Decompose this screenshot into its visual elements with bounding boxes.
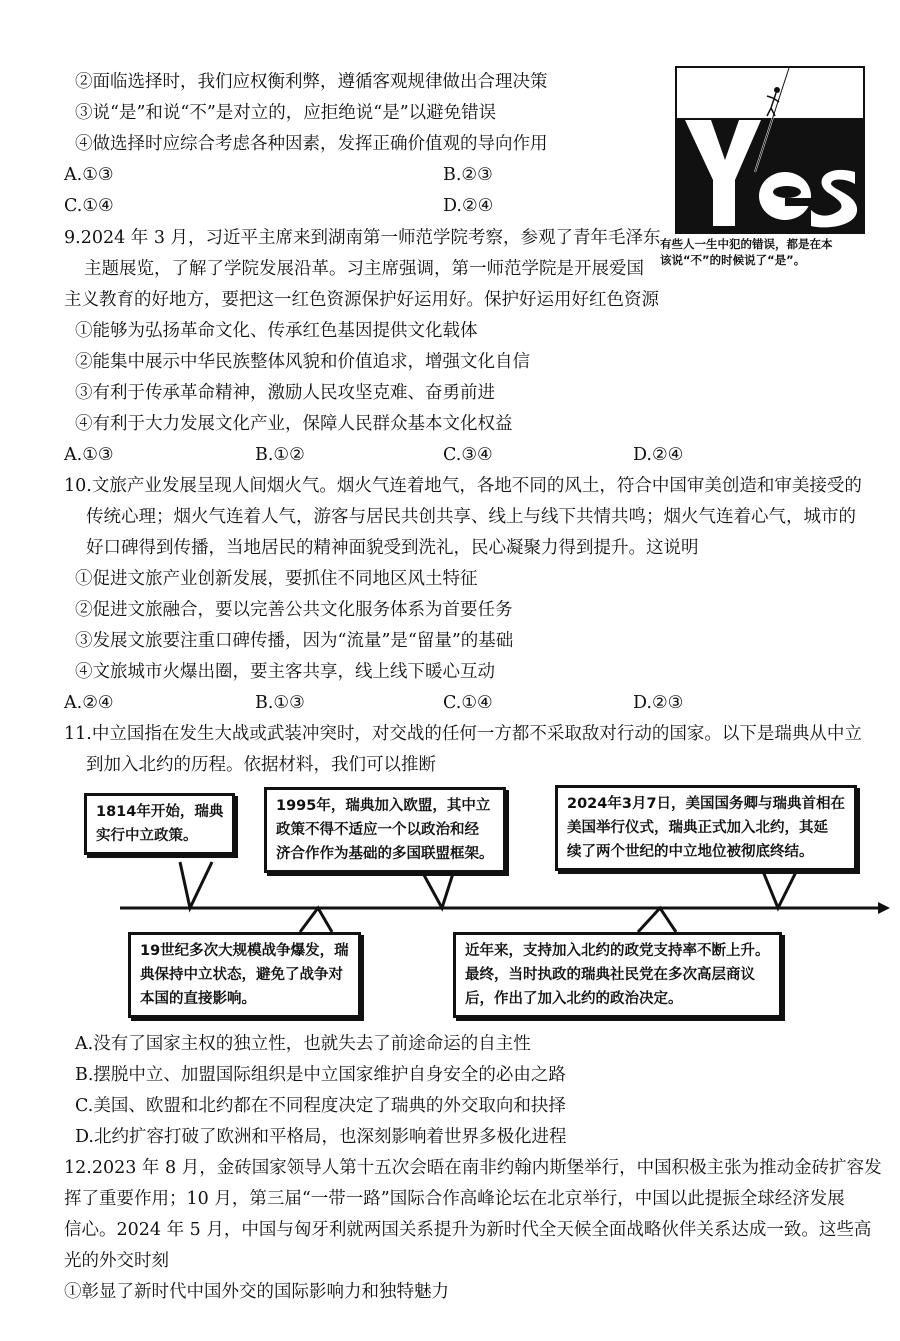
q11-option-c: C.美国、欧盟和北约都在不同程度决定了瑞典的外交取向和抉择	[75, 1096, 566, 1116]
box-recent-line-2: 最终，当时执政的瑞典社民党在多次高层商议	[465, 967, 755, 983]
timeline-box-1814	[84, 793, 235, 855]
box-1995-line-2: 政策不得不适应一个以政治和经	[276, 822, 479, 838]
timeline-arrowhead	[878, 902, 890, 914]
q11-stem-line-1: 11.中立国指在发生大战或武装冲突时，对交战的任何一方都不采取敌对行动的国家。以下是瑞典从中立	[64, 724, 862, 744]
q10-stem-line-3: 好口碑得到传播，当地居民的精神面貌受到洗礼，民心凝聚力得到提升。这说明	[86, 538, 699, 558]
pointer-19th-century	[300, 908, 332, 932]
box-2024-line-1: 2024年3月7日，美国国务卿与瑞典首相在	[567, 796, 846, 812]
q12-stem-line-2: 挥了重要作用；10 月，第三届“一带一路”国际合作高峰论坛在北京举行，中国以此提振全球经济发展	[64, 1189, 845, 1209]
q9-item-4: ④有利于大力发展文化产业，保障人民群众基本文化权益	[75, 414, 513, 434]
box-19th-line-1: 19世纪多次大规模战争爆发，瑞	[140, 943, 349, 959]
pointer-recent-years	[638, 908, 676, 932]
box-19th-line-2: 典保持中立状态，避免了战争对	[140, 967, 343, 983]
cartoon-caption-line-2: 该说“不”的时候说了“是”。	[660, 253, 806, 267]
q11-option-b: B.摆脱中立、加盟国际组织是中立国家维护自身安全的必由之路	[75, 1065, 566, 1085]
q9-option-d: D.②④	[633, 445, 684, 465]
q10-item-2: ②促进文旅融合，要以完善公共文化服务体系为首要任务	[75, 600, 513, 620]
q8-option-a: A.①③	[64, 165, 114, 185]
q12-stem-line-4: 光的外交时刻	[64, 1251, 169, 1271]
q11-option-d: D.北约扩容打破了欧洲和平格局，也深刻影响着世界多极化进程	[75, 1127, 567, 1147]
q8-item-2: ②面临选择时，我们应权衡利弊，遵循客观规律做出合理决策	[75, 72, 548, 92]
timeline-box-1995	[264, 787, 506, 873]
box-2024-line-2: 美国举行仪式，瑞典正式加入北约，其延	[567, 820, 828, 836]
q11-stem-line-2: 到加入北约的历程。依据材料，我们可以推断	[86, 755, 436, 775]
q10-item-4: ④文旅城市火爆出圈，要主客共享，线上线下暖心互动	[75, 662, 495, 682]
box-recent-line-1: 近年来，支持加入北约的政党支持率不断上升。	[465, 943, 770, 959]
q9-item-2: ②能集中展示中华民族整体风貌和价值追求，增强文化自信	[75, 352, 530, 372]
q10-stem-line-1: 10.文旅产业发展呈现人间烟火气。烟火气连着地气，各地不同的风土，符合中国审美创造和审美接受的	[64, 476, 862, 496]
pointer-1814	[180, 862, 212, 908]
q12-stem-line-3: 信心。2024 年 5 月，中国与匈牙利就两国关系提升为新时代全天候全面战略伙伴关系达成一致。这些高	[64, 1220, 872, 1240]
q10-item-1: ①促进文旅产业创新发展，要抓住不同地区风土特征	[75, 569, 478, 589]
yes-cartoon	[675, 66, 865, 234]
q10-option-c: C.①④	[443, 693, 493, 713]
q11-option-a: A.没有了国家主权的独立性，也就失去了前途命运的自主性	[75, 1034, 531, 1054]
timeline-box-recent-years	[453, 932, 782, 1018]
q9-option-a: A.①③	[64, 445, 114, 465]
box-1995-line-1: 1995年，瑞典加入欧盟，其中立	[276, 798, 491, 814]
box-1814-line-2: 实行中立政策。	[96, 828, 198, 844]
box-1995-line-3: 济合作作为基础的多国联盟框架。	[276, 846, 494, 862]
timeline-box-19th-century	[128, 932, 361, 1018]
q8-item-3: ③说“是”和说“不”是对立的，应拒绝说“是”以避免错误	[75, 103, 497, 123]
box-2024-line-3: 续了两个世纪的中立地位被彻底终结。	[567, 844, 814, 860]
q10-option-b: B.①③	[255, 693, 305, 713]
q9-stem-line-1: 9.2024 年 3 月，习近平主席来到湖南第一师范学院考察，参观了青年毛泽东	[64, 228, 661, 248]
box-recent-line-3: 后，作出了加入北约的政治决定。	[465, 991, 683, 1007]
q8-option-d: D.②④	[443, 196, 494, 216]
yes-cartoon-drawing	[677, 68, 863, 232]
q9-item-3: ③有利于传承革命精神，激励人民攻坚克难、奋勇前进	[75, 383, 495, 403]
q10-item-3: ③发展文旅要注重口碑传播，因为“流量”是“留量”的基础	[75, 631, 514, 651]
q12-item-1: ①彰显了新时代中国外交的国际影响力和独特魅力	[64, 1282, 449, 1302]
cartoon-caption	[660, 236, 890, 268]
q9-option-b: B.①②	[255, 445, 305, 465]
q10-option-d: D.②③	[633, 693, 684, 713]
q9-stem-line-2: 主题展览，了解了学院发展沿革。习主席强调，第一师范学院是开展爱国	[84, 259, 644, 279]
q12-stem-line-1: 12.2023 年 8 月，金砖国家领导人第十五次会晤在南非约翰内斯堡举行，中国积极主张为推动金砖扩容发	[64, 1158, 882, 1178]
timeline-box-2024	[555, 785, 857, 871]
q9-option-c: C.③④	[443, 445, 493, 465]
q9-item-1: ①能够为弘扬革命文化、传承红色基因提供文化载体	[75, 321, 478, 341]
box-1814-line-1: 1814年开始，瑞典	[96, 804, 224, 820]
q8-item-4: ④做选择时应综合考虑各种因素，发挥正确价值观的导向作用	[75, 134, 548, 154]
box-19th-line-3: 本国的直接影响。	[140, 991, 256, 1007]
q8-option-c: C.①④	[64, 196, 114, 216]
q10-stem-line-2: 传统心理；烟火气连着人气，游客与居民共创共享、线上与线下共情共鸣；烟火气连着心气，城市的	[86, 507, 856, 527]
q9-stem-line-3: 主义教育的好地方，要把这一红色资源保护好运用好。保护好运用好红色资源	[64, 290, 659, 310]
cartoon-caption-line-1: 有些人一生中犯的错误，都是在本	[660, 237, 833, 251]
q10-option-a: A.②④	[64, 693, 114, 713]
q8-option-b: B.②③	[443, 165, 493, 185]
